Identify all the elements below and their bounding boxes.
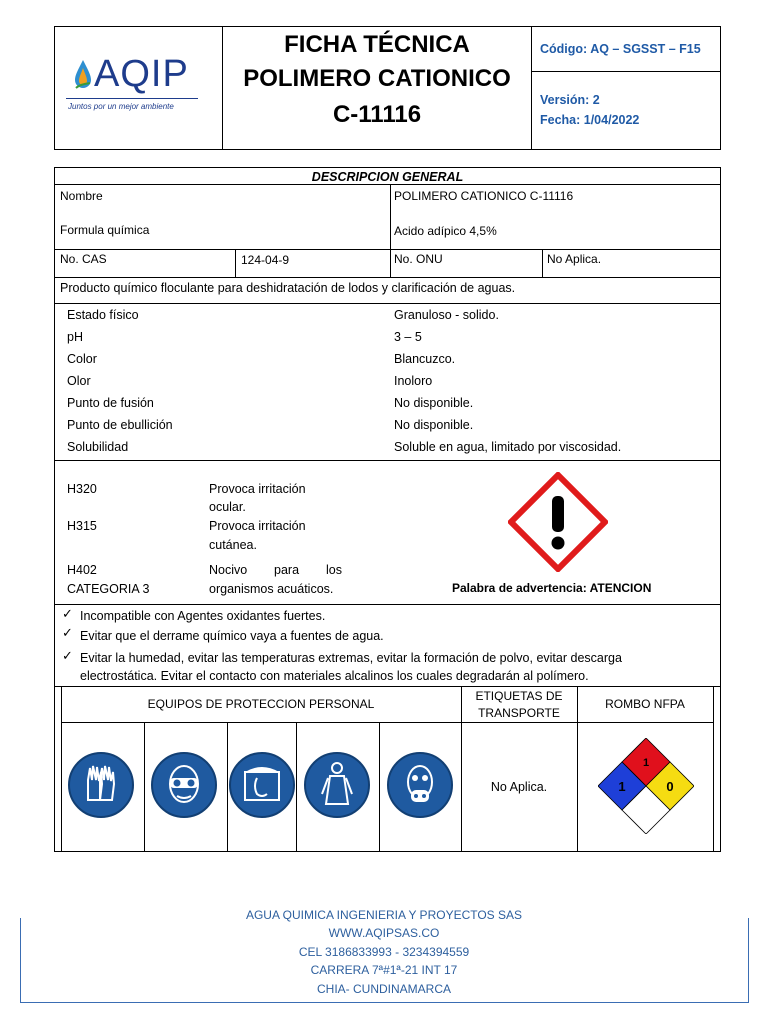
footer-company: AGUA QUIMICA INGENIERIA Y PROYECTOS SAS bbox=[245, 908, 523, 922]
gloves-icon bbox=[68, 752, 134, 818]
prop-value-ph: 3 – 5 bbox=[394, 330, 422, 344]
ppe-col-4 bbox=[379, 722, 380, 852]
ppe-right-border bbox=[713, 686, 714, 852]
apron-icon bbox=[304, 752, 370, 818]
ppe-col-3 bbox=[296, 722, 297, 852]
precaution-3-line1: Evitar la humedad, evitar las temperaturas extremas, evitar la formación de polvo, evitar descarga bbox=[80, 651, 622, 665]
transport-value: No Aplica. bbox=[490, 780, 548, 794]
col-divider-onu bbox=[542, 249, 543, 277]
col-divider-main bbox=[390, 184, 391, 277]
h320-text-1: Provoca irritación bbox=[209, 482, 306, 496]
logo-underline bbox=[66, 98, 198, 99]
col-divider-cas bbox=[235, 249, 236, 277]
h320-code: H320 bbox=[67, 482, 97, 496]
document-title-line2: POLIMERO CATIONICO bbox=[243, 65, 511, 92]
header-divider-1 bbox=[222, 26, 223, 150]
nfpa-reactivity: 0 bbox=[666, 779, 674, 794]
check-icon-1: ✓ bbox=[62, 606, 73, 621]
h320-text-2: ocular. bbox=[209, 500, 246, 514]
footer-bottom-border bbox=[20, 1002, 749, 1003]
nfpa-header: ROMBO NFPA bbox=[605, 697, 685, 711]
precaution-2: Evitar que el derrame químico vaya a fuentes de agua. bbox=[80, 629, 384, 643]
footer-cel: CEL 3186833993 - 3234394559 bbox=[298, 945, 470, 959]
logo-drop-icon bbox=[72, 58, 94, 92]
row-line-1 bbox=[54, 184, 721, 185]
row-line-4 bbox=[54, 303, 721, 304]
prop-value-estado: Granuloso - solido. bbox=[394, 308, 499, 322]
nfpa-diamond-icon bbox=[598, 738, 694, 834]
document-title-line1: FICHA TÉCNICA bbox=[284, 31, 470, 58]
goggles-icon bbox=[151, 752, 217, 818]
h402-code: H402 bbox=[67, 563, 97, 577]
cas-value: 124-04-9 bbox=[241, 253, 290, 267]
row-line-5 bbox=[54, 460, 721, 461]
prop-label-color: Color bbox=[67, 352, 97, 366]
document-title-line3: C-11116 bbox=[332, 101, 422, 128]
onu-value: No Aplica. bbox=[547, 252, 602, 266]
transport-header-line2: TRANSPORTE bbox=[478, 706, 560, 720]
respirator-icon bbox=[387, 752, 453, 818]
h315-code: H315 bbox=[67, 519, 97, 533]
document-version: Versión: 2 bbox=[540, 93, 600, 107]
check-icon-3: ✓ bbox=[62, 648, 73, 663]
h402-category: CATEGORIA 3 bbox=[67, 582, 150, 596]
footer-web: WWW.AQIPSAS.CO bbox=[328, 926, 440, 940]
company-logo bbox=[62, 50, 212, 120]
ppe-col-1 bbox=[144, 722, 145, 852]
prop-label-solubilidad: Solubilidad bbox=[67, 440, 129, 454]
row-line-6 bbox=[54, 604, 721, 605]
ppe-col-2 bbox=[227, 722, 228, 852]
precaution-3-line2: electrostática. Evitar el contacto con materiales alcalinos los cuales degradarán al polímero. bbox=[80, 669, 589, 683]
face-shield-icon bbox=[229, 752, 295, 818]
nfpa-flammability: 1 bbox=[642, 757, 650, 769]
nombre-value: POLIMERO CATIONICO C-11116 bbox=[394, 189, 574, 203]
onu-label: No. ONU bbox=[394, 252, 443, 266]
logo-text: AQIP bbox=[94, 53, 189, 95]
row-line-7 bbox=[54, 686, 721, 687]
properties-list bbox=[54, 306, 721, 456]
prop-label-fusion: Punto de fusión bbox=[67, 396, 154, 410]
nfpa-health: 1 bbox=[618, 779, 626, 794]
check-icon-2: ✓ bbox=[62, 625, 73, 640]
h402-word-2: para bbox=[274, 563, 300, 577]
warning-word: Palabra de advertencia: ATENCION bbox=[452, 581, 652, 595]
formula-label: Formula química bbox=[60, 223, 150, 237]
document-date: Fecha: 1/04/2022 bbox=[540, 113, 640, 127]
ppe-header-line bbox=[61, 722, 713, 723]
row-line-2 bbox=[54, 249, 721, 250]
section-title: DESCRIPCION GENERAL bbox=[311, 170, 464, 184]
prop-label-ebullicion: Punto de ebullición bbox=[67, 418, 173, 432]
footer-city: CHIA- CUNDINAMARCA bbox=[316, 982, 451, 996]
ppe-header: EQUIPOS DE PROTECCION PERSONAL bbox=[147, 697, 375, 711]
producto-description: Producto químico floculante para deshidratación de lodos y clarificación de aguas. bbox=[60, 281, 516, 295]
cas-label: No. CAS bbox=[60, 252, 107, 266]
prop-value-color: Blancuzco. bbox=[394, 352, 456, 366]
ghs-exclamation-icon bbox=[508, 472, 608, 572]
header-divider-2 bbox=[531, 26, 532, 150]
logo-tagline: Juntos por un mejor ambiente bbox=[68, 102, 174, 111]
row-line-3 bbox=[54, 277, 721, 278]
prop-label-estado: Estado físico bbox=[67, 308, 139, 322]
prop-value-ebullicion: No disponible. bbox=[394, 418, 474, 432]
h315-text-1: Provoca irritación bbox=[209, 519, 306, 533]
nombre-label: Nombre bbox=[60, 189, 103, 203]
formula-value: Acido adípico 4,5% bbox=[394, 224, 497, 238]
h402-word-1: Nocivo bbox=[209, 563, 248, 577]
document-code: Código: AQ – SGSST – F15 bbox=[540, 42, 701, 56]
header-divider-3 bbox=[531, 71, 721, 72]
transport-header-line1: ETIQUETAS DE bbox=[475, 689, 563, 703]
h402-text-2: organismos acuáticos. bbox=[209, 582, 334, 596]
prop-label-olor: Olor bbox=[67, 374, 91, 388]
prop-label-ph: pH bbox=[67, 330, 83, 344]
precaution-1: Incompatible con Agentes oxidantes fuertes. bbox=[80, 609, 326, 623]
prop-value-solubilidad: Soluble en agua, limitado por viscosidad. bbox=[394, 440, 622, 454]
footer-address: CARRERA 7ª#1ª-21 INT 17 bbox=[310, 963, 458, 977]
prop-value-fusion: No disponible. bbox=[394, 396, 474, 410]
prop-value-olor: Inoloro bbox=[394, 374, 433, 388]
h402-word-3: los bbox=[326, 563, 342, 577]
h315-text-2: cutánea. bbox=[209, 538, 257, 552]
